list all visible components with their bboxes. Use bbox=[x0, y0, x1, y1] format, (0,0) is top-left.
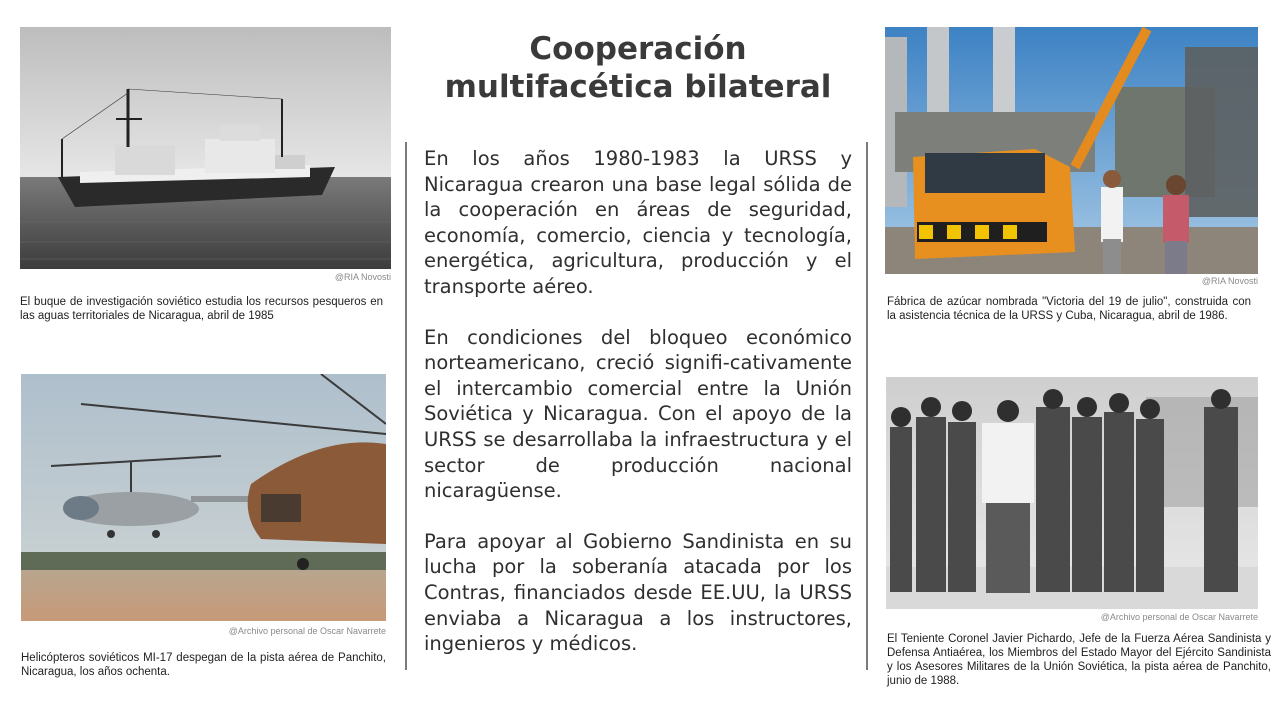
title-line-2: multifacética bilateral bbox=[444, 69, 832, 105]
left-divider bbox=[405, 142, 407, 670]
officers-photo-credit: @Archivo personal de Oscar Navarrete bbox=[1100, 612, 1258, 622]
body-paragraph-2: En condiciones del bloqueo económico norteamericano, creció signifi-cativamente el intercambio comercial entre la Unión Soviética y Nicaragua. Con el apoyo de la URSS se desarrollaba la infraestructura y el sector de producción nacional nicaragüense. bbox=[424, 325, 852, 503]
ship-photo bbox=[20, 27, 391, 269]
ship-photo-caption: El buque de investigación soviético estudia los recursos pesqueros en las aguas territoriales de Nicaragua, abril de 1985 bbox=[20, 296, 383, 322]
factory-photo-caption: Fábrica de azúcar nombrada "Victoria del 19 de julio", construida con la asistencia técnica de la URSS y Cuba, Nicaragua, abril de 1986. bbox=[887, 296, 1251, 322]
helicopters-photo-caption: Helicópteros soviéticos MI-17 despegan de la pista aérea de Panchito, Nicaragua, los años ochenta. bbox=[21, 652, 386, 678]
factory-photo bbox=[885, 27, 1258, 274]
body-paragraph-1: En los años 1980-1983 la URSS y Nicaragua crearon una base legal sólida de la cooperación en áreas de seguridad, economía, comercio, ciencia y tecnología, energética, agricultura, producción y el transporte aéreo. bbox=[424, 147, 852, 298]
helicopters-photo bbox=[21, 374, 386, 621]
officers-photo-caption: El Teniente Coronel Javier Pichardo, Jefe de la Fuerza Aérea Sandinista y Defensa Antiaérea, los Miembros del Estado Mayor del Ejército Sandinista y los Asesores Militares de la Unión Soviética, la pista aérea de Panchito, junio de 1988. bbox=[887, 633, 1271, 687]
body-paragraph-3: Para apoyar al Gobierno Sandinista en su lucha por la soberanía atacada por los Contras, financiados desde EE.UU, la URSS enviaba a Nicaragua a los instructores, ingenieros y médicos. bbox=[424, 529, 852, 656]
ship-photo-credit: @RIA Novosti bbox=[334, 272, 391, 282]
title-line-1: Cooperación bbox=[529, 31, 747, 67]
officers-photo bbox=[886, 377, 1258, 609]
factory-photo-credit: @RIA Novosti bbox=[1201, 276, 1258, 286]
page-title bbox=[420, 30, 856, 106]
right-divider bbox=[866, 142, 868, 670]
helicopters-photo-credit: @Archivo personal de Oscar Navarrete bbox=[228, 626, 386, 636]
body-text bbox=[424, 146, 852, 682]
